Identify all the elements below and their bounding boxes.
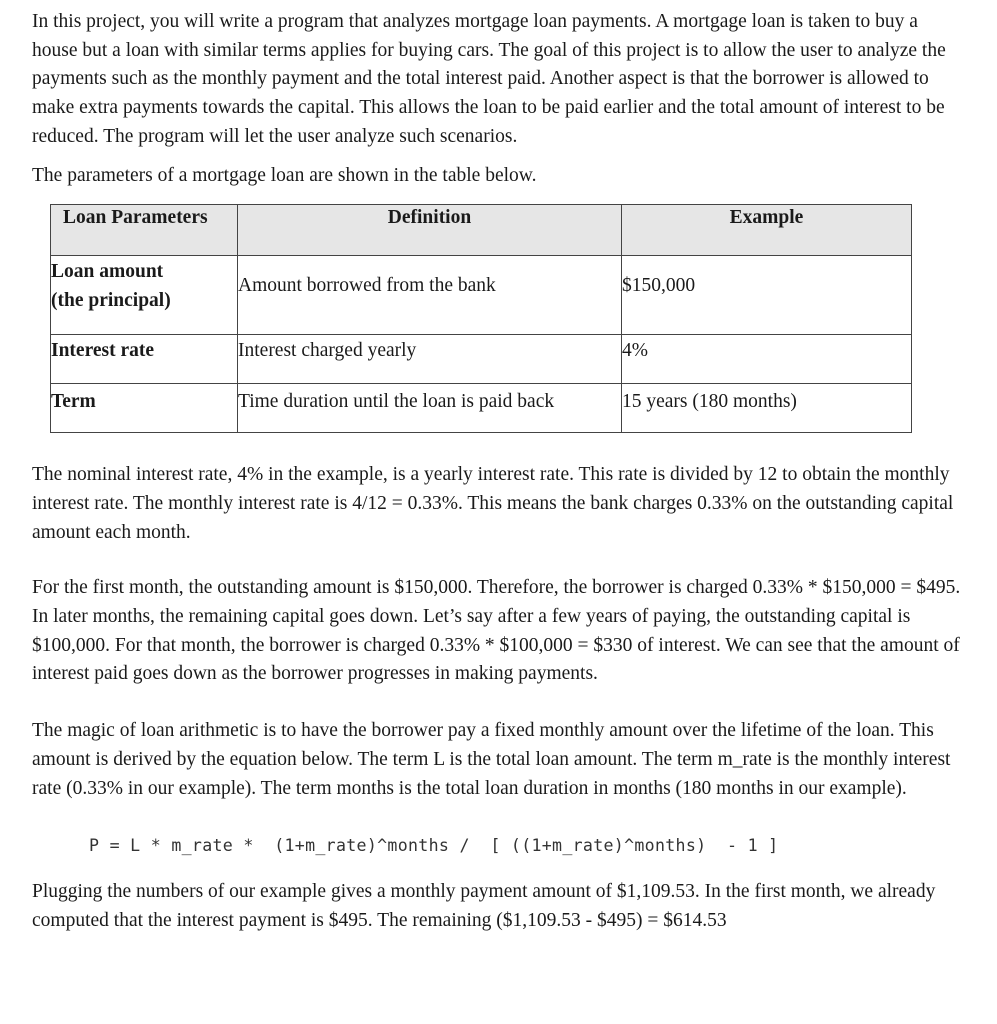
row-parameter: Loan amount (the principal): [51, 261, 171, 311]
row-parameter: Term: [51, 391, 96, 413]
row-example: 4%: [622, 340, 648, 362]
loan-arithmetic-paragraph: The magic of loan arithmetic is to have the borrower pay a fixed monthly amount over the lifetime of the loan. This amount is derived by the equation below. The term L is the total loan amount. The term m_rate is the monthly interest rate (0.33% in our example). The term months is the total loan duration in months (180 months in our example).: [32, 720, 951, 799]
row-definition: Time duration until the loan is paid back: [238, 391, 555, 413]
table-intro-paragraph: The parameters of a mortgage loan are shown in the table below.: [32, 164, 537, 186]
row-definition: Interest charged yearly: [238, 340, 417, 362]
intro-paragraph: In this project, you will write a program that analyzes mortgage loan payments. A mortgage loan is taken to buy a house but a loan with similar terms applies for buying cars. The goal of this project is to allow the user to analyze the payments such as the monthly payment and the total interest paid. Another aspect is that the borrower is allowed to make extra payments towards the capital. This allows the loan to be paid earlier and the total amount of interest to be reduced. The program will let the user analyze such scenarios.: [32, 11, 946, 147]
plugging-numbers-paragraph: Plugging the numbers of our example gives a monthly payment amount of $1,109.53. In the first month, we already computed that the interest payment is $495. The remaining ($1,109.53 - $495) = $614.53: [32, 881, 936, 931]
row-example: $150,000: [622, 275, 696, 297]
header-loan-parameters: Loan Parameters: [51, 205, 238, 256]
table-row: [51, 384, 912, 433]
payment-formula: P = L * m_rate * (1+m_rate)^months / [ ((1+m_rate)^months) - 1 ]: [89, 836, 779, 856]
document-page: [32, 8, 962, 936]
first-month-paragraph: For the first month, the outstanding amount is $150,000. Therefore, the borrower is charged 0.33% * $150,000 = $495. In later months, the remaining capital goes down. Let’s say after a few years of paying, the outstanding capital is $100,000. For that month, the borrower is charged 0.33% * $100,000 = $330 of interest. We can see that the amount of interest paid goes down as the borrower progresses in making payments.: [32, 577, 961, 685]
table-row: [51, 256, 912, 335]
header-example: Example: [622, 205, 912, 256]
header-definition: Definition: [238, 205, 622, 256]
loan-parameters-table: [50, 204, 912, 433]
row-example: 15 years (180 months): [622, 391, 797, 413]
nominal-rate-paragraph: The nominal interest rate, 4% in the example, is a yearly interest rate. This rate is divided by 12 to obtain the monthly interest rate. The monthly interest rate is 4/12 = 0.33%. This means the bank charges 0.33% on the outstanding capital amount each month.: [32, 464, 954, 543]
table-row: [51, 335, 912, 384]
row-parameter: Interest rate: [51, 340, 155, 362]
row-definition: Amount borrowed from the bank: [238, 275, 496, 297]
table-header-row: [51, 205, 912, 256]
